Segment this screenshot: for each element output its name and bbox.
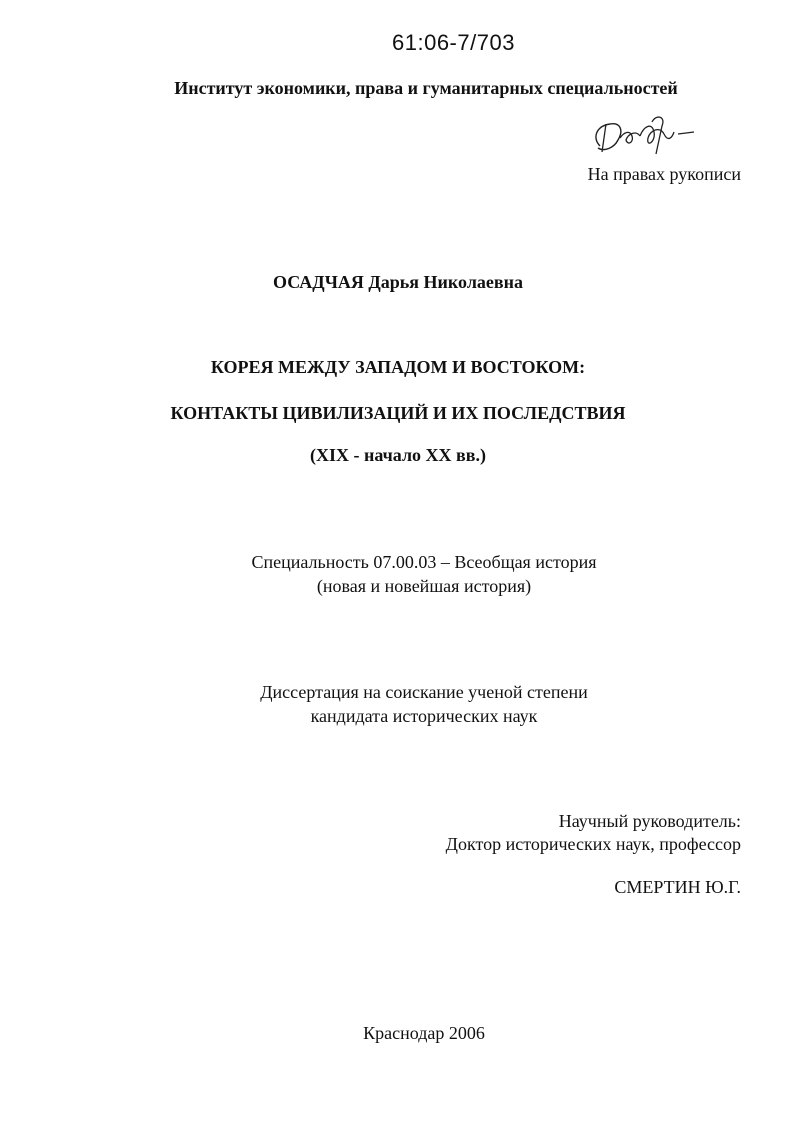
institution-name: Институт экономики, права и гуманитарных специальностей <box>174 78 678 98</box>
place-and-year: Краснодар 2006 <box>363 1023 485 1043</box>
advisor-label: Научный руководитель: <box>558 811 741 831</box>
title-period: (XIX - начало XX вв.) <box>310 445 486 465</box>
advisor-name: СМЕРТИН Ю.Г. <box>614 877 741 897</box>
specialty-line-2: (новая и новейшая история) <box>316 576 532 596</box>
title-line-2: КОНТАКТЫ ЦИВИЛИЗАЦИЙ И ИХ ПОСЛЕДСТВИЯ <box>170 403 626 423</box>
signature-icon <box>586 108 706 168</box>
manuscript-rights-note: На правах рукописи <box>587 164 741 184</box>
advisor-degree: Доктор исторических наук, профессор <box>445 834 741 854</box>
dissertation-line-1: Диссертация на соискание ученой степени <box>260 682 588 702</box>
dissertation-line-2: кандидата исторических наук <box>310 706 538 726</box>
author-name: ОСАДЧАЯ Дарья Николаевна <box>272 272 523 292</box>
title-line-1: КОРЕЯ МЕЖДУ ЗАПАДОМ И ВОСТОКОМ: <box>210 357 586 377</box>
catalog-code: 61:06-7/703 <box>392 30 515 55</box>
specialty-line-1: Специальность 07.00.03 – Всеобщая история <box>251 552 597 572</box>
